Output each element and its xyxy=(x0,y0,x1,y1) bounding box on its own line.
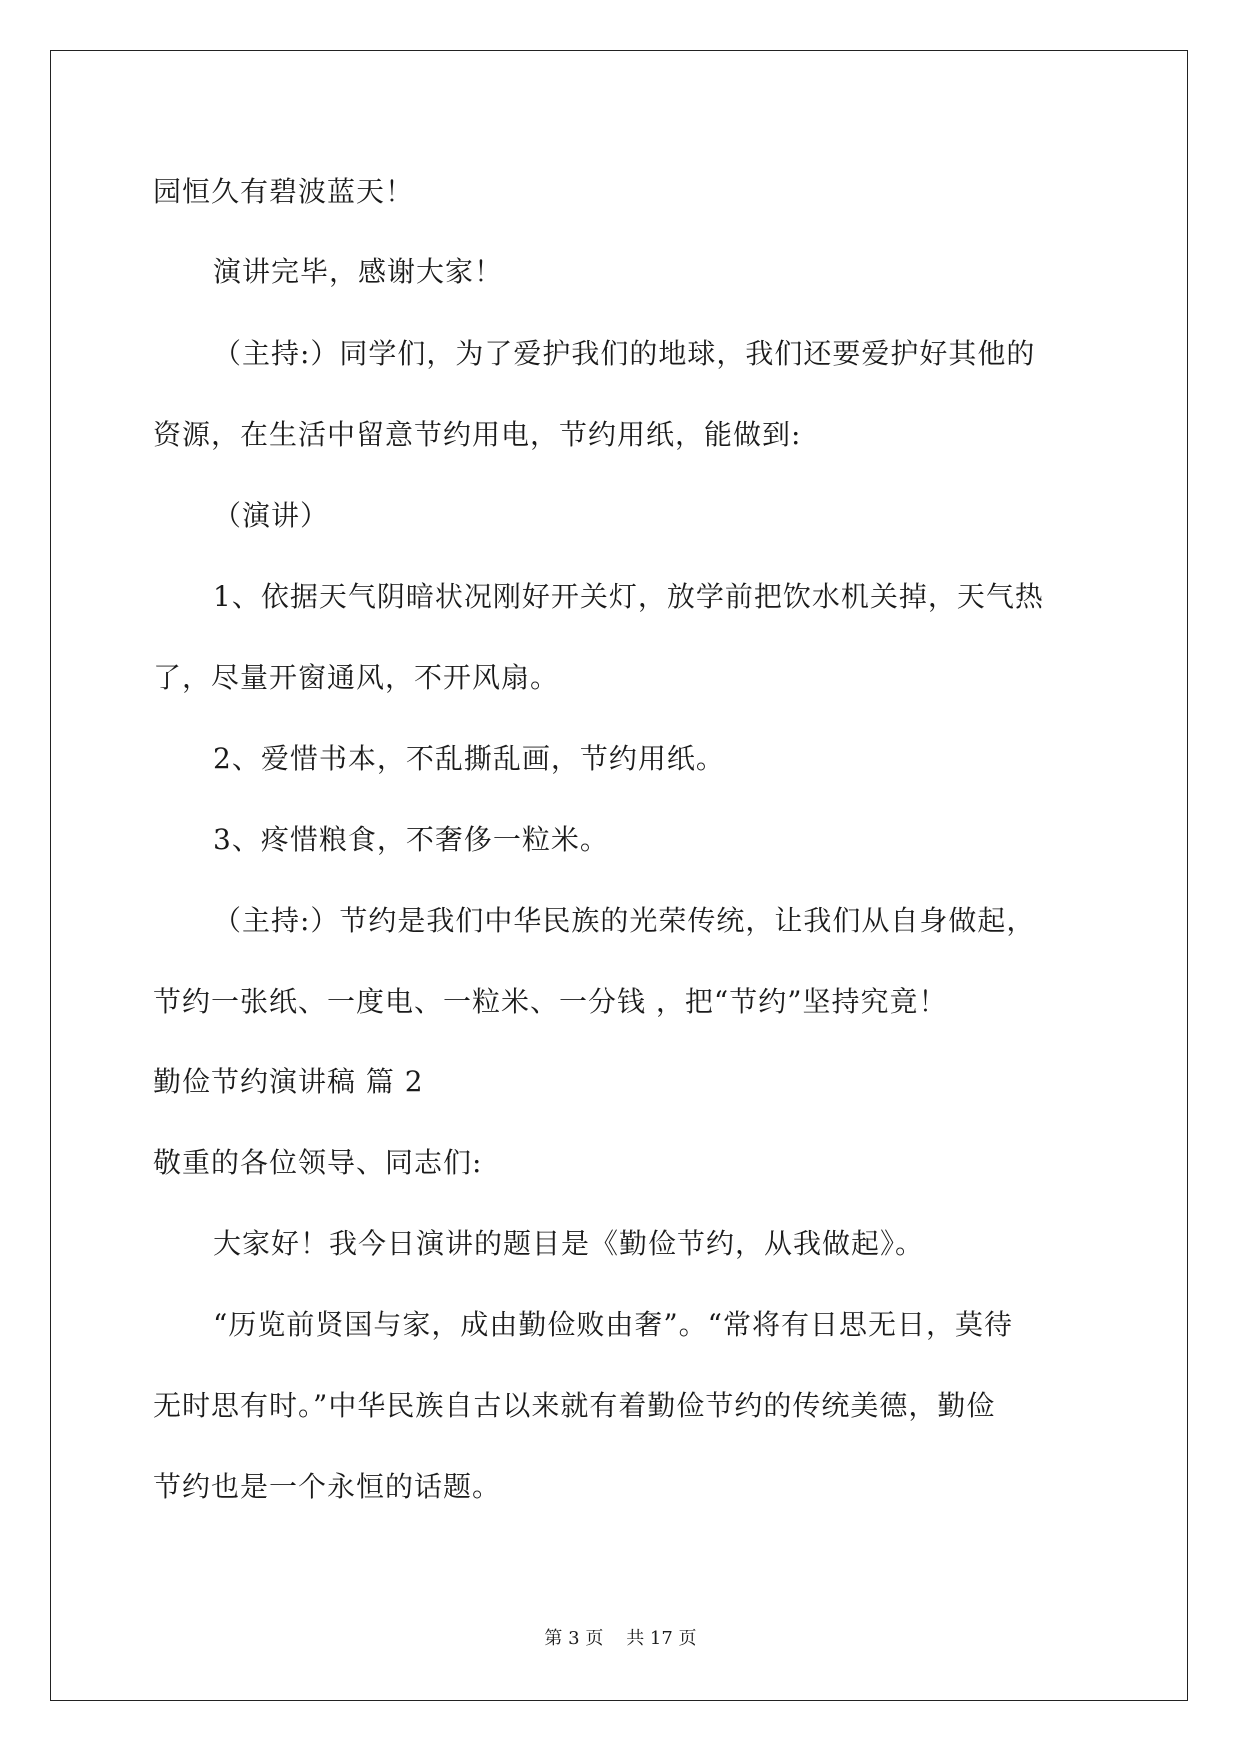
text-line: 节约也是一个永恒的话题。 xyxy=(153,1470,502,1503)
text-line: 1、依据天气阴暗状况刚好开关灯，放学前把饮水机关掉，天气热 xyxy=(213,580,1044,613)
salutation: 敬重的各位领导、同志们: xyxy=(153,1146,483,1179)
text-line: 园恒久有碧波蓝天！ xyxy=(153,175,415,208)
page-border xyxy=(50,50,1188,1701)
text-line: 演讲完毕，感谢大家！ xyxy=(213,255,504,288)
text-line: （演讲） xyxy=(213,499,330,532)
text-line: 3、疼惜粮食，不奢侈一粒米。 xyxy=(213,823,609,856)
text-line: （主持:）节约是我们中华民族的光荣传统，让我们从自身做起， xyxy=(213,904,1036,937)
text-line: 节约一张纸、一度电、一粒米、一分钱 ，把“节约”坚持究竟！ xyxy=(153,985,948,1018)
text-line: 大家好！我今日演讲的题目是《勤俭节约，从我做起》。 xyxy=(213,1227,925,1260)
text-line: （主持:）同学们，为了爱护我们的地球，我们还要爱护好其他的 xyxy=(213,337,1036,370)
section-heading: 勤俭节约演讲稿 篇 2 xyxy=(153,1065,424,1098)
text-line: “历览前贤国与家，成由勤俭败由奢”。“常将有日思无日，莫待 xyxy=(213,1308,1013,1341)
text-line: 无时思有时。”中华民族自古以来就有着勤俭节约的传统美德，勤俭 xyxy=(153,1389,996,1422)
page-number-footer: 第 3 页 共 17 页 xyxy=(544,1628,697,1649)
text-line: 资源，在生活中留意节约用电，节约用纸，能做到: xyxy=(153,418,802,451)
text-line: 了，尽量开窗通风，不开风扇。 xyxy=(153,661,560,694)
text-line: 2、爱惜书本，不乱撕乱画，节约用纸。 xyxy=(213,742,725,775)
